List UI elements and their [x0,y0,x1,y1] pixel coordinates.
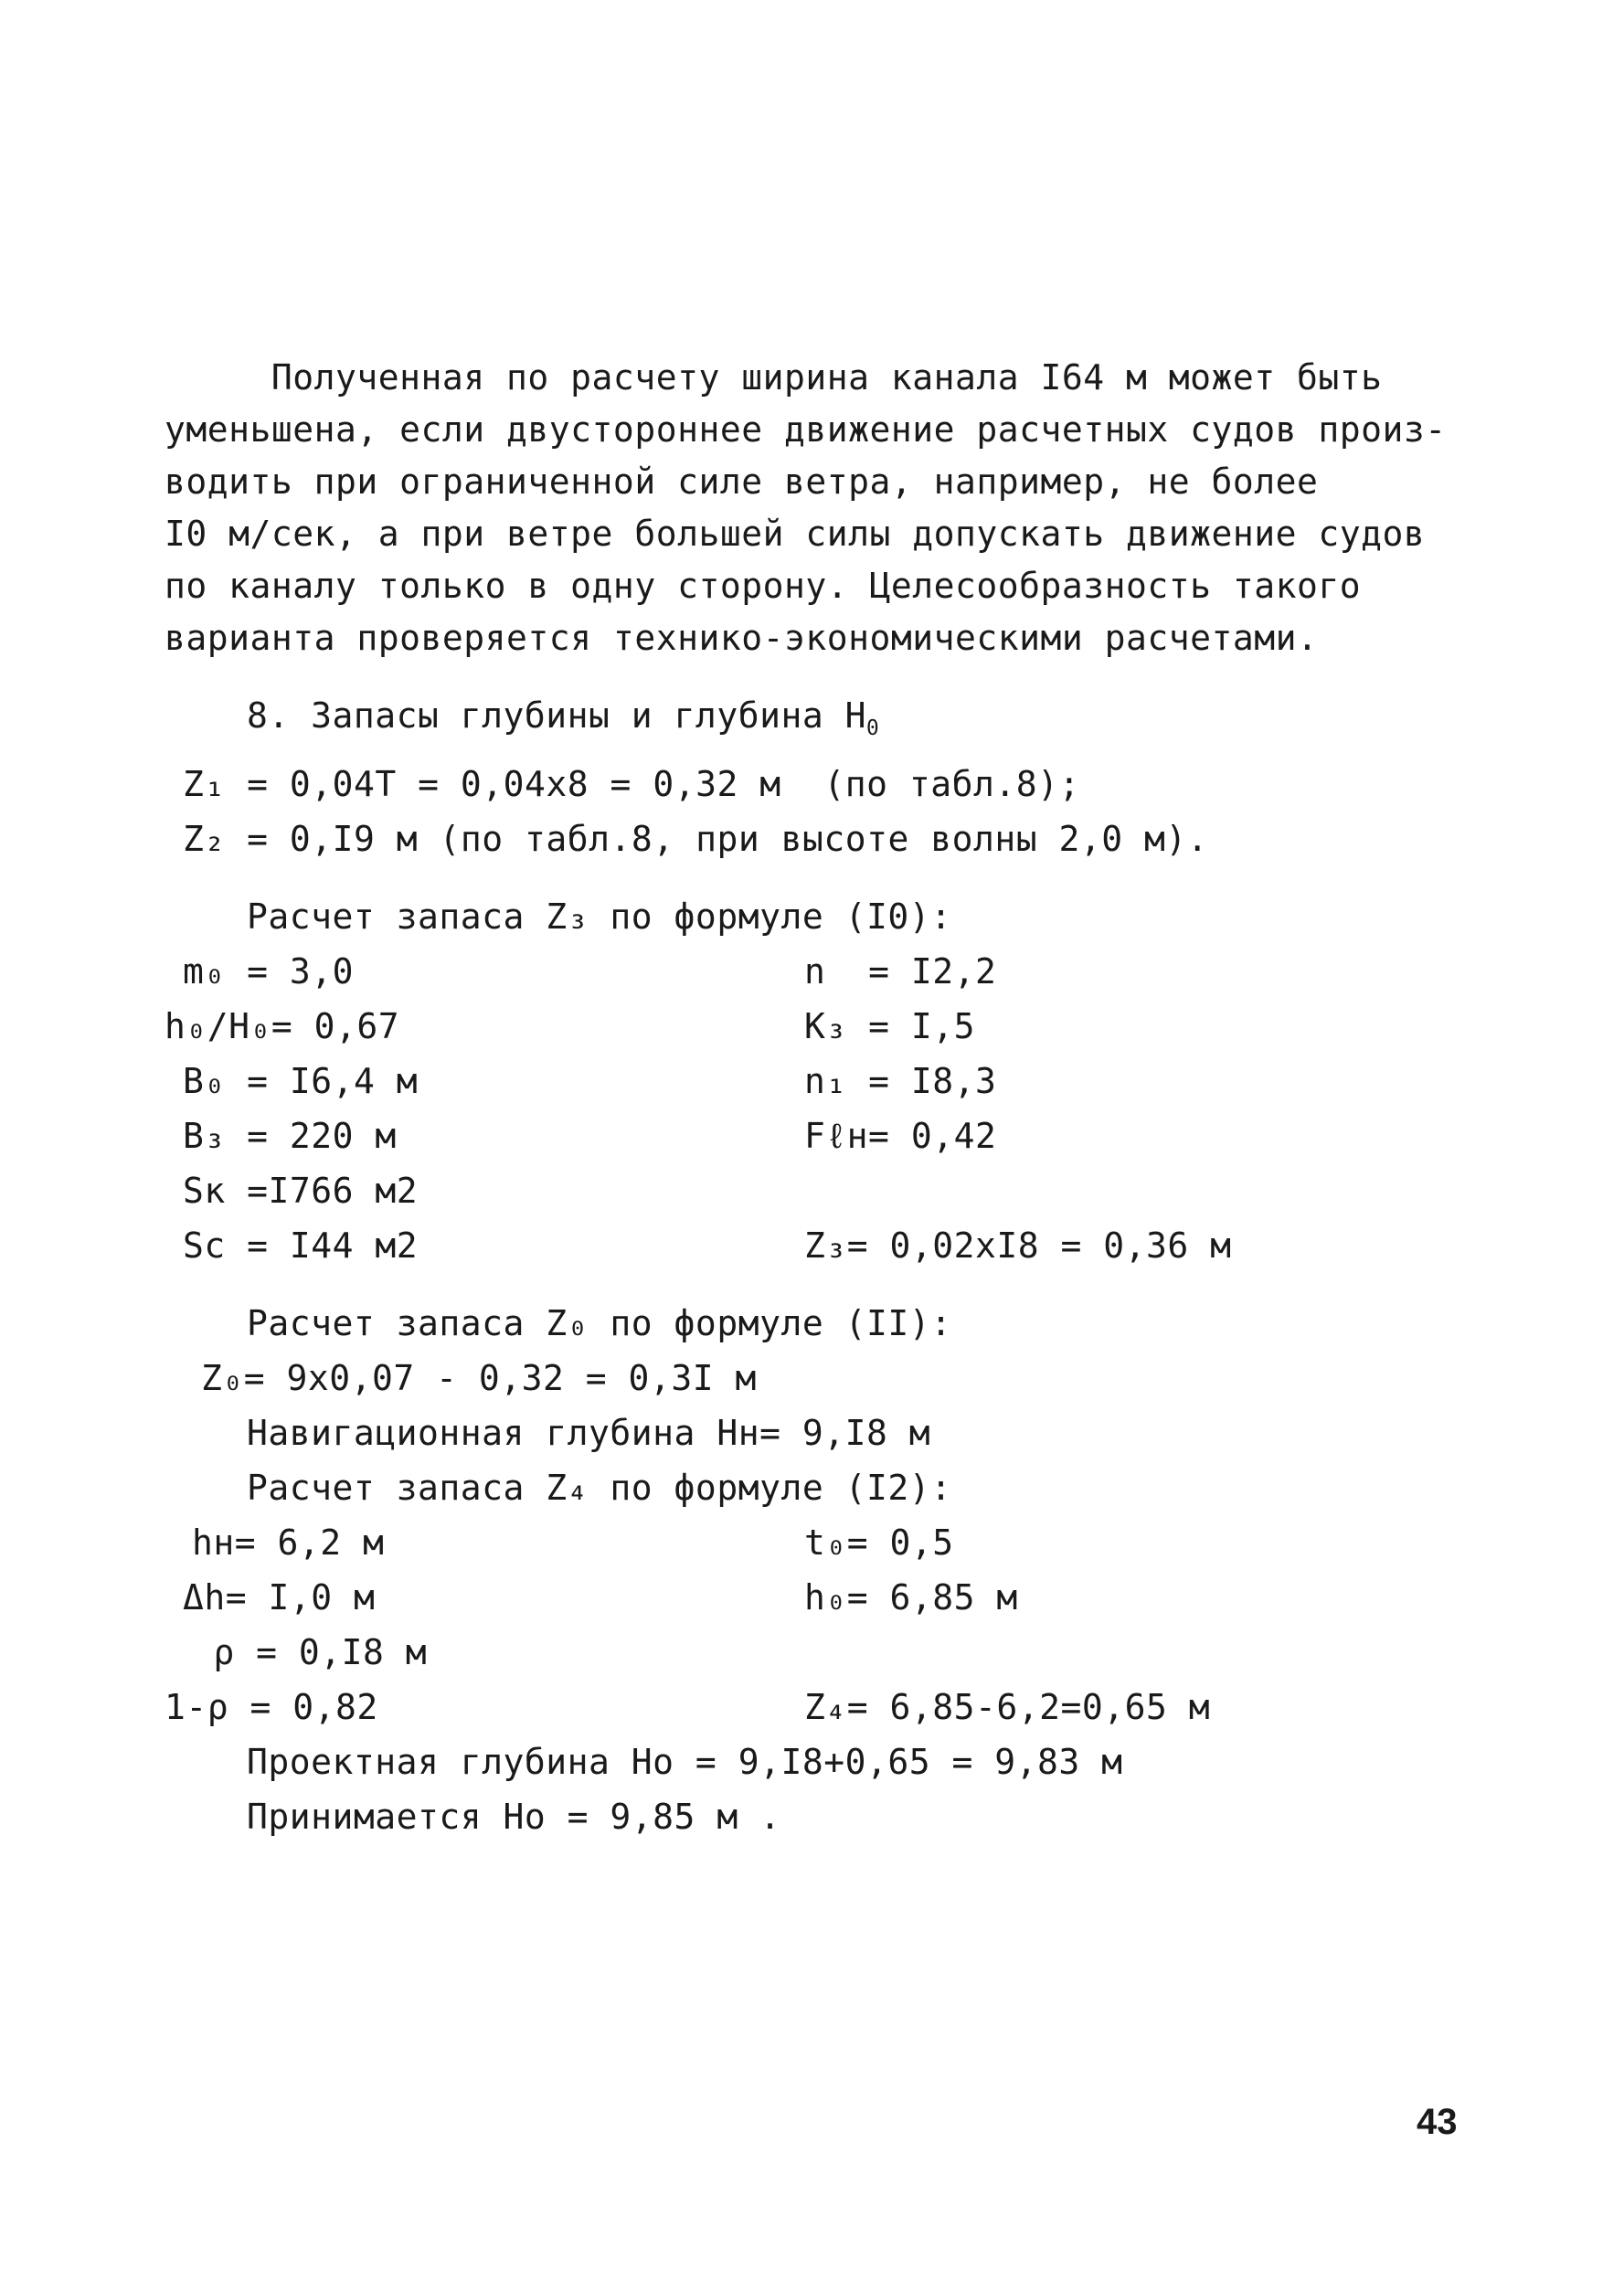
z3-result: Z₃= 0,02xI8 = 0,36 м [804,1225,1232,1266]
z4-param-left: ρ = 0,I8 м [192,1632,428,1672]
z3-param-left: h₀/H₀= 0,67 [165,1006,400,1046]
z2-formula: Z₂ = 0,I9 м (по табл.8, при высоте волны 2,0 м). [183,819,1209,859]
z3-param-right: Fℓн= 0,42 [804,1116,997,1156]
z4-param-left: Δh= I,0 м [183,1577,376,1618]
z4-title: Расчет запаса Z₄ по формуле (I2): [247,1468,952,1508]
z3-param-left: Sс = I44 м2 [183,1225,419,1266]
z4-param-right: t₀= 0,5 [804,1522,954,1563]
section-heading-text: 8. Запасы глубины и глубина H [247,695,866,736]
page-number: 43 [1417,2102,1458,2142]
z3-param-left: B₃ = 220 м [183,1116,397,1156]
paragraph-line: водить при ограниченной силе ветра, например, не более [165,461,1319,502]
paragraph-line: варианта проверяется технико-экономическими расчетами. [165,618,1319,658]
z3-param-right: n = I2,2 [804,951,997,992]
section-heading-subscript: 0 [865,716,880,740]
z3-param-left: B₀ = I6,4 м [183,1061,419,1101]
z1-formula: Z₁ = 0,04T = 0,04x8 = 0,32 м (по табл.8); [183,764,1080,804]
z3-param-right: K₃ = I,5 [804,1006,976,1046]
design-depth: Проектная глубина Ho = 9,I8+0,65 = 9,83 м [247,1742,1123,1782]
z4-param-left: 1-ρ = 0,82 [165,1687,378,1727]
z4-result: Z₄= 6,85-6,2=0,65 м [804,1687,1211,1727]
z3-param-right: n₁ = I8,3 [804,1061,997,1101]
paragraph-line: Полученная по расчету ширина канала I64 м может быть [165,357,1383,398]
paragraph-line: I0 м/сек, а при ветре большей силы допускать движение судов [165,514,1426,554]
z0-title: Расчет запаса Z₀ по формуле (II): [247,1303,952,1343]
section-heading [247,695,880,740]
z4-param-right: h₀= 6,85 м [804,1577,1018,1618]
z4-param-left: hн= 6,2 м [192,1522,385,1563]
z3-param-left: m₀ = 3,0 [183,951,355,992]
paragraph-line: уменьшена, если двустороннее движение расчетных судов произ- [165,409,1447,450]
z3-param-left: Sк =I766 м2 [183,1171,419,1211]
z3-title: Расчет запаса Z₃ по формуле (I0): [247,896,952,937]
navigation-depth: Навигационная глубина Hн= 9,I8 м [247,1413,931,1453]
accepted-depth: Принимается Ho = 9,85 м . [247,1797,781,1837]
z0-formula: Z₀= 9x0,07 - 0,32 = 0,3I м [201,1358,757,1398]
paragraph-line: по каналу только в одну сторону. Целесообразность такого [165,566,1362,606]
